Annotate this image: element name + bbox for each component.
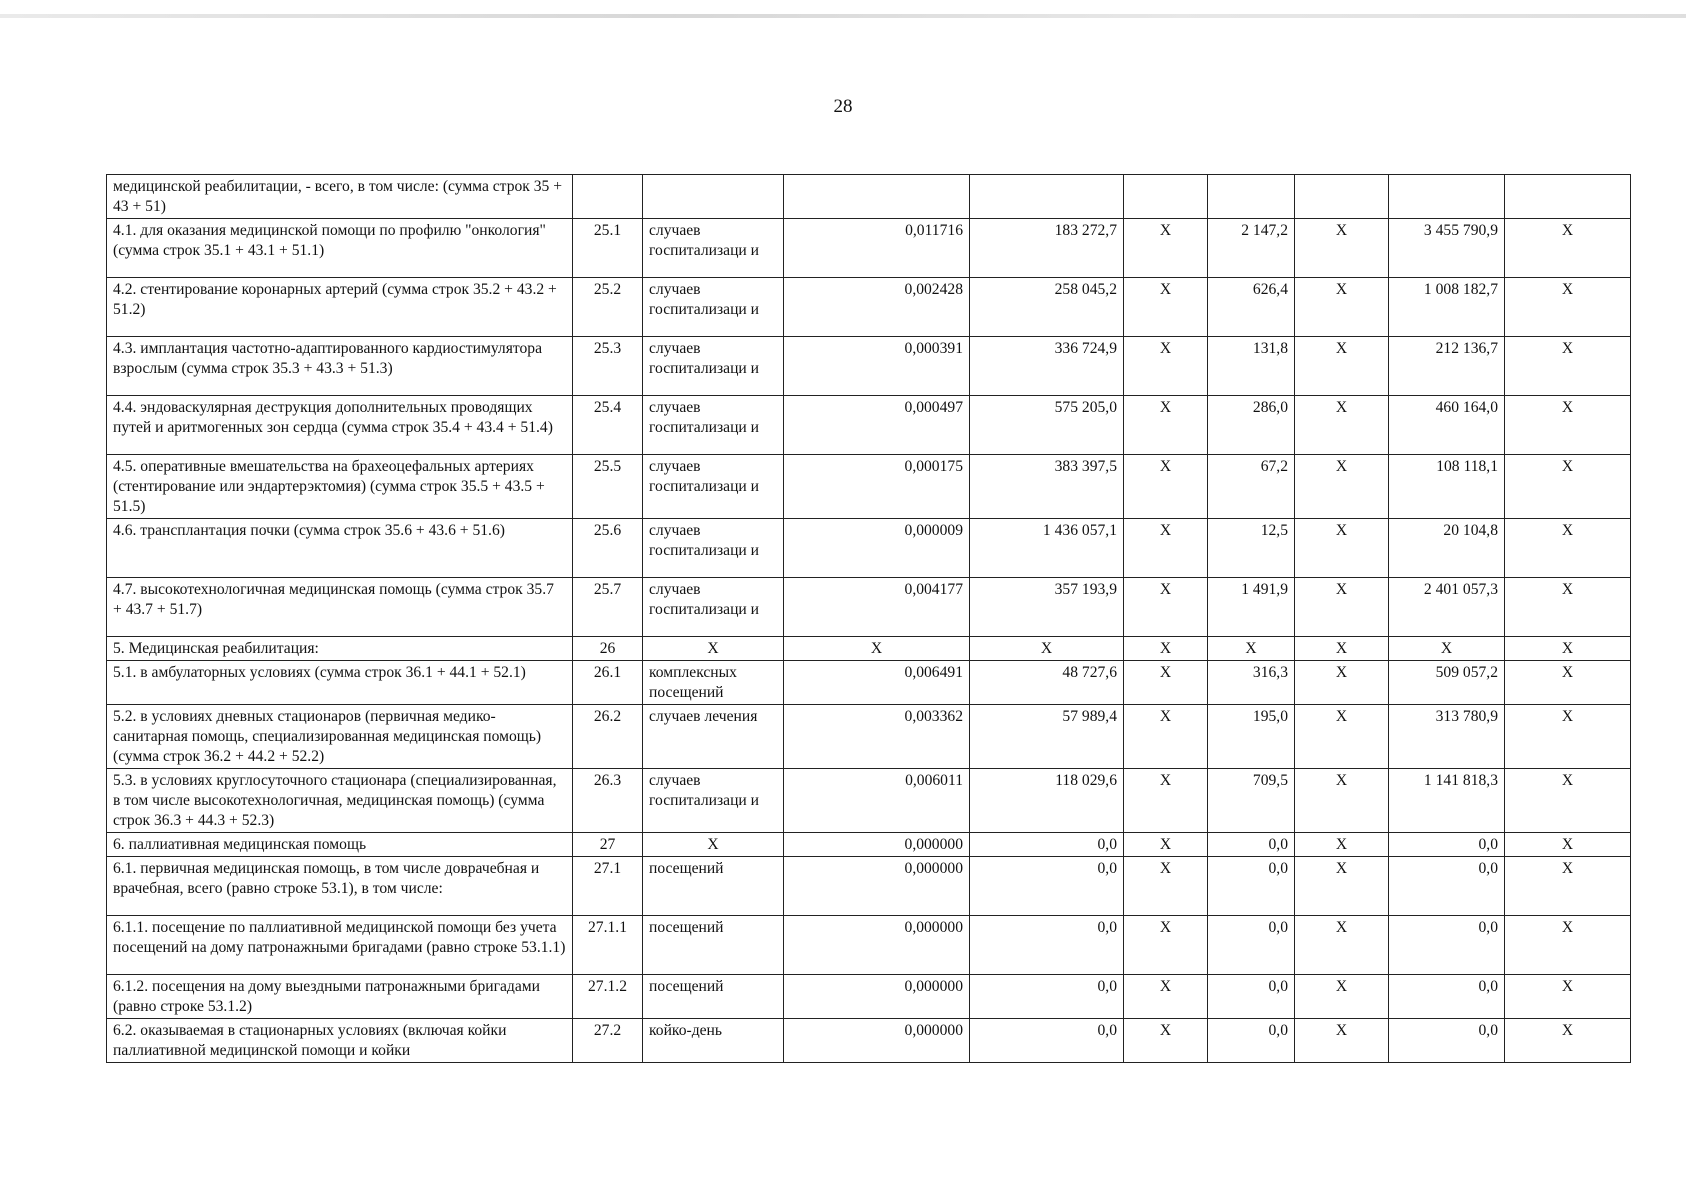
row-col7: 0,0 <box>1208 833 1295 857</box>
row-code <box>573 175 643 219</box>
row-unit: случаев лечения <box>643 705 784 769</box>
row-norm-per-person: 0,003362 <box>784 705 970 769</box>
row-col7: 195,0 <box>1208 705 1295 769</box>
row-unit-cost <box>970 175 1124 219</box>
table-row <box>107 833 1631 857</box>
table-row <box>107 769 1631 833</box>
row-col9: 0,0 <box>1389 975 1505 1019</box>
row-code: 26.1 <box>573 661 643 705</box>
table-row <box>107 916 1631 975</box>
row-col10: X <box>1505 455 1631 519</box>
row-norm-per-person <box>784 175 970 219</box>
row-col10: X <box>1505 637 1631 661</box>
row-name: 4.5. оперативные вмешательства на брахеоцефальных артериях (стентирование или эндартерэктомия) (сумма строк 35.5 + 43.5 + 51.5) <box>107 455 573 519</box>
row-col6: X <box>1124 661 1208 705</box>
row-col9: 0,0 <box>1389 916 1505 975</box>
row-code: 27.1.2 <box>573 975 643 1019</box>
row-col8: X <box>1295 637 1389 661</box>
row-code: 25.5 <box>573 455 643 519</box>
row-col10: X <box>1505 578 1631 637</box>
row-unit-cost: 1 436 057,1 <box>970 519 1124 578</box>
row-col7: 1 491,9 <box>1208 578 1295 637</box>
row-name: 4.1. для оказания медицинской помощи по профилю "онкология" (сумма строк 35.1 + 43.1 + 51.1) <box>107 219 573 278</box>
row-col7: X <box>1208 637 1295 661</box>
table-row <box>107 637 1631 661</box>
table-row <box>107 578 1631 637</box>
row-code: 25.6 <box>573 519 643 578</box>
table-row <box>107 278 1631 337</box>
row-col9: 1 008 182,7 <box>1389 278 1505 337</box>
row-unit-cost: 0,0 <box>970 916 1124 975</box>
row-col9: 460 164,0 <box>1389 396 1505 455</box>
row-col10: X <box>1505 661 1631 705</box>
row-unit: случаев госпитализаци и <box>643 578 784 637</box>
row-unit-cost: 357 193,9 <box>970 578 1124 637</box>
row-name: 4.2. стентирование коронарных артерий (сумма строк 35.2 + 43.2 + 51.2) <box>107 278 573 337</box>
row-unit: посещений <box>643 975 784 1019</box>
row-col6: X <box>1124 857 1208 916</box>
row-col8: X <box>1295 219 1389 278</box>
row-code: 25.1 <box>573 219 643 278</box>
row-col6: X <box>1124 278 1208 337</box>
row-unit-cost: 258 045,2 <box>970 278 1124 337</box>
row-unit: койко-день <box>643 1019 784 1063</box>
row-name: 6.2. оказываемая в стационарных условиях (включая койки паллиативной медицинской помощи и койки <box>107 1019 573 1063</box>
table-row <box>107 705 1631 769</box>
row-col9: 0,0 <box>1389 857 1505 916</box>
row-unit: посещений <box>643 857 784 916</box>
row-col6: X <box>1124 455 1208 519</box>
row-name: 5.1. в амбулаторных условиях (сумма строк 36.1 + 44.1 + 52.1) <box>107 661 573 705</box>
row-name: 4.3. имплантация частотно-адаптированного кардиостимулятора взрослым (сумма строк 35.3 + 43.3 + 51.3) <box>107 337 573 396</box>
row-norm-per-person: 0,000000 <box>784 833 970 857</box>
row-col8: X <box>1295 337 1389 396</box>
table-row <box>107 519 1631 578</box>
row-col10: X <box>1505 1019 1631 1063</box>
row-col10: X <box>1505 278 1631 337</box>
row-col9: 1 141 818,3 <box>1389 769 1505 833</box>
row-col8: X <box>1295 278 1389 337</box>
row-code: 26.2 <box>573 705 643 769</box>
row-col7 <box>1208 175 1295 219</box>
row-col7: 67,2 <box>1208 455 1295 519</box>
row-col7: 709,5 <box>1208 769 1295 833</box>
row-code: 25.2 <box>573 278 643 337</box>
row-norm-per-person: 0,000000 <box>784 975 970 1019</box>
row-col10: X <box>1505 833 1631 857</box>
row-code: 25.4 <box>573 396 643 455</box>
row-code: 25.7 <box>573 578 643 637</box>
row-code: 26 <box>573 637 643 661</box>
table-row <box>107 455 1631 519</box>
row-unit: случаев госпитализаци и <box>643 396 784 455</box>
row-col8: X <box>1295 455 1389 519</box>
row-col9: 509 057,2 <box>1389 661 1505 705</box>
data-table <box>106 174 1631 1063</box>
scan-edge-artifact <box>0 14 1686 18</box>
row-unit: комплексных посещений <box>643 661 784 705</box>
row-col10: X <box>1505 769 1631 833</box>
row-col8: X <box>1295 519 1389 578</box>
row-unit: X <box>643 833 784 857</box>
row-col6: X <box>1124 1019 1208 1063</box>
row-norm-per-person: 0,000000 <box>784 1019 970 1063</box>
row-unit-cost: 0,0 <box>970 975 1124 1019</box>
row-unit-cost: X <box>970 637 1124 661</box>
row-norm-per-person: 0,000391 <box>784 337 970 396</box>
row-unit: случаев госпитализаци и <box>643 278 784 337</box>
row-unit: случаев госпитализаци и <box>643 455 784 519</box>
row-col9: 212 136,7 <box>1389 337 1505 396</box>
row-col6: X <box>1124 219 1208 278</box>
row-name: 5. Медицинская реабилитация: <box>107 637 573 661</box>
row-unit-cost: 118 029,6 <box>970 769 1124 833</box>
row-code: 25.3 <box>573 337 643 396</box>
row-code: 26.3 <box>573 769 643 833</box>
row-name: 4.4. эндоваскулярная деструкция дополнительных проводящих путей и аритмогенных зон сердца (сумма строк 35.4 + 43.4 + 51.4) <box>107 396 573 455</box>
row-norm-per-person: X <box>784 637 970 661</box>
row-col7: 0,0 <box>1208 975 1295 1019</box>
row-norm-per-person: 0,011716 <box>784 219 970 278</box>
row-col6: X <box>1124 578 1208 637</box>
row-col10: X <box>1505 857 1631 916</box>
row-unit-cost: 183 272,7 <box>970 219 1124 278</box>
row-name: 6. паллиативная медицинская помощь <box>107 833 573 857</box>
row-norm-per-person: 0,000000 <box>784 916 970 975</box>
row-unit-cost: 336 724,9 <box>970 337 1124 396</box>
row-col9: 108 118,1 <box>1389 455 1505 519</box>
row-col7: 626,4 <box>1208 278 1295 337</box>
table-row <box>107 175 1631 219</box>
row-norm-per-person: 0,006491 <box>784 661 970 705</box>
row-col10: X <box>1505 396 1631 455</box>
table-row <box>107 857 1631 916</box>
table-row <box>107 219 1631 278</box>
row-name: 5.3. в условиях круглосуточного стационара (специализированная, в том числе высокотехнологичная, медицинская помощь) (сумма строк 36.3 + 44.3 + 52.3) <box>107 769 573 833</box>
row-col6: X <box>1124 916 1208 975</box>
row-unit-cost: 0,0 <box>970 1019 1124 1063</box>
page-number: 28 <box>833 96 853 117</box>
row-code: 27.1 <box>573 857 643 916</box>
row-norm-per-person: 0,000009 <box>784 519 970 578</box>
row-col6: X <box>1124 637 1208 661</box>
row-col7: 286,0 <box>1208 396 1295 455</box>
row-col6: X <box>1124 396 1208 455</box>
row-col8: X <box>1295 857 1389 916</box>
row-unit: случаев госпитализаци и <box>643 769 784 833</box>
row-norm-per-person: 0,006011 <box>784 769 970 833</box>
row-unit-cost: 57 989,4 <box>970 705 1124 769</box>
row-col6: X <box>1124 519 1208 578</box>
row-col10: X <box>1505 519 1631 578</box>
row-col9: 0,0 <box>1389 833 1505 857</box>
row-name: медицинской реабилитации, - всего, в том числе: (сумма строк 35 + 43 + 51) <box>107 175 573 219</box>
row-col8: X <box>1295 396 1389 455</box>
table-row <box>107 337 1631 396</box>
row-unit: случаев госпитализаци и <box>643 519 784 578</box>
row-col9: 3 455 790,9 <box>1389 219 1505 278</box>
table-row <box>107 396 1631 455</box>
row-col6: X <box>1124 337 1208 396</box>
row-col6: X <box>1124 833 1208 857</box>
row-col7: 0,0 <box>1208 857 1295 916</box>
row-unit: случаев госпитализаци и <box>643 337 784 396</box>
row-col10: X <box>1505 705 1631 769</box>
row-col8: X <box>1295 975 1389 1019</box>
row-col9: X <box>1389 637 1505 661</box>
row-unit: X <box>643 637 784 661</box>
row-col10: X <box>1505 975 1631 1019</box>
row-col9: 0,0 <box>1389 1019 1505 1063</box>
row-col7: 0,0 <box>1208 1019 1295 1063</box>
row-col6: X <box>1124 769 1208 833</box>
row-col8: X <box>1295 578 1389 637</box>
row-col8: X <box>1295 833 1389 857</box>
row-norm-per-person: 0,000175 <box>784 455 970 519</box>
row-col8: X <box>1295 1019 1389 1063</box>
table-row <box>107 661 1631 705</box>
row-col7: 2 147,2 <box>1208 219 1295 278</box>
row-col10: X <box>1505 337 1631 396</box>
row-code: 27 <box>573 833 643 857</box>
row-unit: посещений <box>643 916 784 975</box>
row-name: 6.1.2. посещения на дому выездными патронажными бригадами (равно строке 53.1.2) <box>107 975 573 1019</box>
row-name: 4.7. высокотехнологичная медицинская помощь (сумма строк 35.7 + 43.7 + 51.7) <box>107 578 573 637</box>
row-col6: X <box>1124 705 1208 769</box>
row-col8: X <box>1295 661 1389 705</box>
table-row <box>107 975 1631 1019</box>
row-col10: X <box>1505 916 1631 975</box>
row-col9: 313 780,9 <box>1389 705 1505 769</box>
row-code: 27.1.1 <box>573 916 643 975</box>
table-body <box>107 175 1631 1063</box>
row-col8: X <box>1295 705 1389 769</box>
row-unit: случаев госпитализаци и <box>643 219 784 278</box>
row-col9: 2 401 057,3 <box>1389 578 1505 637</box>
row-col9: 20 104,8 <box>1389 519 1505 578</box>
row-norm-per-person: 0,000497 <box>784 396 970 455</box>
row-name: 5.2. в условиях дневных стационаров (первичная медико-санитарная помощь, специализированная медицинская помощь) (сумма строк 36.2 + 44.2 + 52.2) <box>107 705 573 769</box>
row-name: 6.1. первичная медицинская помощь, в том числе доврачебная и врачебная, всего (равно строке 53.1), в том числе: <box>107 857 573 916</box>
row-col7: 0,0 <box>1208 916 1295 975</box>
row-unit-cost: 0,0 <box>970 833 1124 857</box>
row-col6: X <box>1124 975 1208 1019</box>
row-col9 <box>1389 175 1505 219</box>
row-col6 <box>1124 175 1208 219</box>
row-col7: 316,3 <box>1208 661 1295 705</box>
row-code: 27.2 <box>573 1019 643 1063</box>
row-unit-cost: 383 397,5 <box>970 455 1124 519</box>
row-unit-cost: 0,0 <box>970 857 1124 916</box>
row-unit-cost: 48 727,6 <box>970 661 1124 705</box>
row-col7: 131,8 <box>1208 337 1295 396</box>
row-norm-per-person: 0,004177 <box>784 578 970 637</box>
row-col8: X <box>1295 916 1389 975</box>
row-unit <box>643 175 784 219</box>
table-row <box>107 1019 1631 1063</box>
row-norm-per-person: 0,002428 <box>784 278 970 337</box>
row-unit-cost: 575 205,0 <box>970 396 1124 455</box>
row-col10: X <box>1505 219 1631 278</box>
row-col10 <box>1505 175 1631 219</box>
row-col8: X <box>1295 769 1389 833</box>
row-name: 4.6. трансплантация почки (сумма строк 35.6 + 43.6 + 51.6) <box>107 519 573 578</box>
row-col7: 12,5 <box>1208 519 1295 578</box>
row-col8 <box>1295 175 1389 219</box>
row-norm-per-person: 0,000000 <box>784 857 970 916</box>
row-name: 6.1.1. посещение по паллиативной медицинской помощи без учета посещений на дому патронажными бригадами (равно строке 53.1.1) <box>107 916 573 975</box>
